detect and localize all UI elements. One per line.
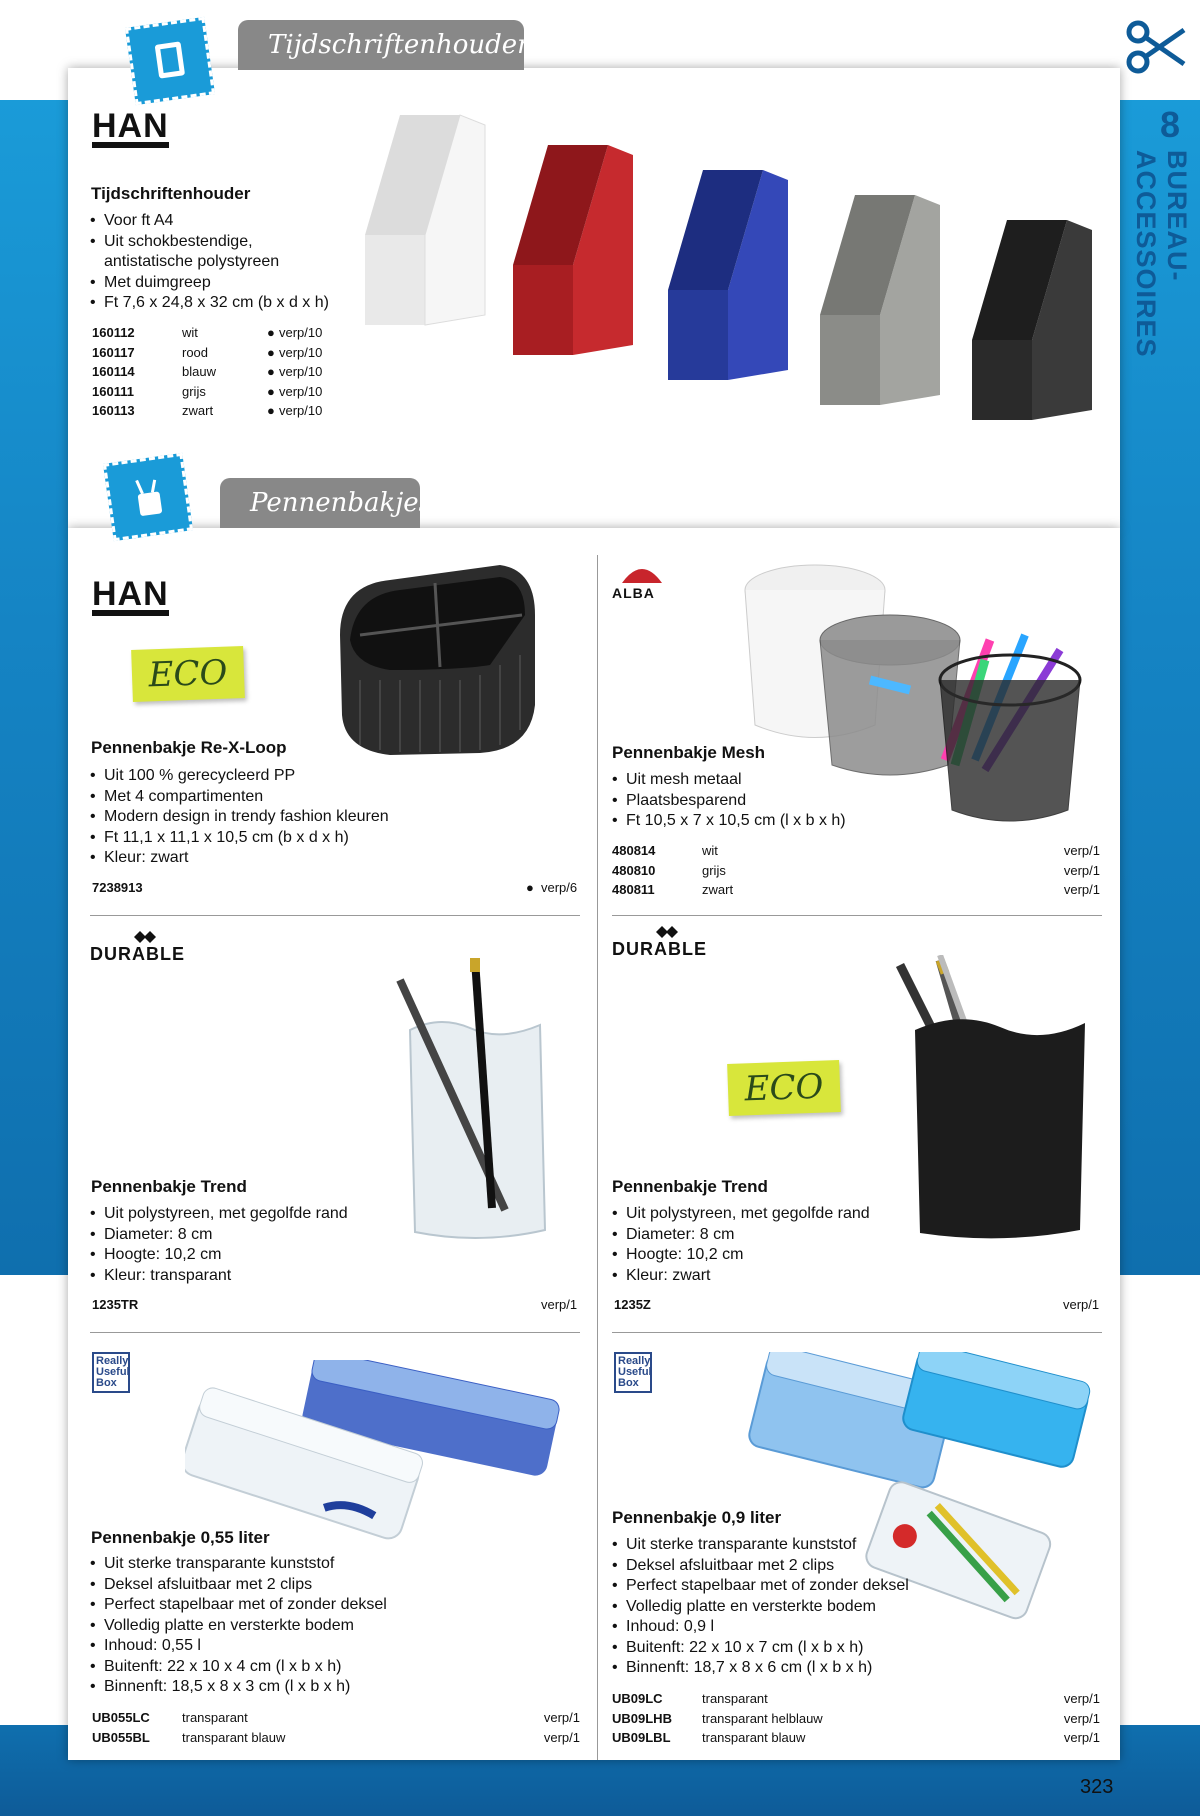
diamond-logo-icon bbox=[130, 930, 160, 944]
feature-list bbox=[612, 1535, 942, 1679]
feature-list bbox=[90, 211, 350, 314]
brand-logo-durable bbox=[90, 930, 185, 965]
product-title: Pennenbakje Re-X-Loop bbox=[91, 738, 287, 757]
brand-logo-han: HAN bbox=[92, 110, 169, 148]
article-table bbox=[612, 1689, 1100, 1748]
feature-item: • Modern design in trendy fashion kleuren bbox=[90, 807, 510, 828]
feature-item: • Deksel afsluitbaar met 2 clips bbox=[612, 1556, 942, 1577]
eco-label: ECO bbox=[131, 646, 245, 702]
section-title: BUREAU-ACCESSOIRES bbox=[1131, 150, 1192, 358]
magazine-holder-red bbox=[513, 145, 633, 355]
divider bbox=[90, 915, 580, 916]
product-title: Pennenbakje Trend bbox=[612, 1177, 768, 1196]
feature-item: • Kleur: zwart bbox=[90, 848, 510, 869]
table-row: UB09LBL transparant blauw verp/1 bbox=[612, 1730, 1100, 1746]
table-row: UB055BL transparant blauw verp/1 bbox=[92, 1729, 580, 1745]
table-row: UB055LC transparant verp/1 bbox=[92, 1710, 580, 1726]
magazine-holders-photo bbox=[360, 110, 1130, 430]
pack-size: verp/1 bbox=[1063, 1297, 1100, 1312]
brand-logo-really-useful-box: Really Useful Box bbox=[92, 1352, 130, 1393]
table-row: 480810 grijs verp/1 bbox=[612, 862, 1100, 878]
feature-item: • Diameter: 8 cm bbox=[612, 1225, 912, 1246]
brand-logo-durable bbox=[612, 925, 707, 960]
product-title: Pennenbakje Mesh bbox=[612, 743, 766, 762]
feature-item: • Buitenft: 22 x 10 x 4 cm (l x b x h) bbox=[90, 1657, 430, 1678]
page-number: 323 bbox=[1080, 1776, 1114, 1798]
feature-list bbox=[612, 1204, 912, 1286]
section-tab-pens: Pennenbakjes bbox=[220, 478, 420, 528]
table-row: 480814 wit verp/1 bbox=[612, 843, 1100, 859]
table-row: 160117 rood ● verp/10 bbox=[92, 344, 323, 360]
feature-item: • Ft 7,6 x 24,8 x 32 cm (b x d x h) bbox=[90, 293, 350, 314]
magazine-holder-black bbox=[972, 220, 1092, 420]
feature-item: • Buitenft: 22 x 10 x 7 cm (l x b x h) bbox=[612, 1638, 942, 1659]
feature-item: • Deksel afsluitbaar met 2 clips bbox=[90, 1575, 430, 1596]
feature-item: • Ft 11,1 x 11,1 x 10,5 cm (b x d x h) bbox=[90, 828, 510, 849]
feature-item: • Hoogte: 10,2 cm bbox=[612, 1245, 912, 1266]
table-row: UB09LHB transparant helblauw verp/1 bbox=[612, 1710, 1100, 1726]
scissors-icon bbox=[1126, 20, 1188, 74]
article-table bbox=[92, 1708, 580, 1747]
brand-name: ALBA bbox=[612, 585, 655, 601]
trend-transparent-photo bbox=[380, 950, 580, 1245]
pen-cup-icon bbox=[103, 453, 193, 541]
article-code: 7238913 bbox=[92, 880, 143, 895]
article-table bbox=[92, 323, 332, 421]
magazine-holder-blue bbox=[668, 170, 788, 380]
brand-logo-han: HAN bbox=[92, 578, 169, 616]
product-title: Tijdschriftenhouder bbox=[91, 184, 251, 203]
table-row: 480811 zwart verp/1 bbox=[612, 882, 1100, 898]
feature-item: • Volledig platte en versterkte bodem bbox=[90, 1616, 430, 1637]
re-x-loop-photo bbox=[330, 555, 540, 765]
table-row: 160112 wit ● verp/10 bbox=[92, 325, 323, 341]
feature-item: • Perfect stapelbaar met of zonder deksel bbox=[90, 1595, 430, 1616]
brand-name: DURABLE bbox=[90, 944, 185, 964]
brand-name: DURABLE bbox=[612, 939, 707, 959]
feature-list bbox=[90, 1204, 390, 1286]
feature-item: • Plaatsbesparend bbox=[612, 791, 912, 812]
feature-item: • Inhoud: 0,55 l bbox=[90, 1636, 430, 1657]
feature-item: • Uit mesh metaal bbox=[612, 770, 912, 791]
article-code: 1235TR bbox=[92, 1297, 139, 1312]
feature-list bbox=[612, 770, 912, 832]
section-number: 8 bbox=[1159, 104, 1181, 145]
magazine-holder-white bbox=[365, 115, 485, 325]
alba-logo-mark bbox=[612, 555, 672, 585]
feature-item: • Diameter: 8 cm bbox=[90, 1225, 390, 1246]
table-row: UB09LC transparant verp/1 bbox=[612, 1691, 1100, 1707]
feature-item: • Ft 10,5 x 7 x 10,5 cm (l x b x h) bbox=[612, 811, 912, 832]
feature-item: • Uit polystyreen, met gegolfde rand bbox=[612, 1204, 912, 1225]
trend-black-photo bbox=[880, 955, 1100, 1245]
feature-item: • Voor ft A4 bbox=[90, 211, 350, 232]
feature-item: • Volledig platte en versterkte bodem bbox=[612, 1597, 942, 1618]
feature-item: • Uit sterke transparante kunststof bbox=[612, 1535, 942, 1556]
brand-logo-alba bbox=[612, 555, 672, 601]
feature-item: • Met duimgreep bbox=[90, 273, 350, 294]
divider bbox=[612, 1332, 1102, 1333]
feature-item: • Kleur: zwart bbox=[612, 1266, 912, 1287]
diamond-logo-icon bbox=[652, 925, 682, 939]
feature-item: • Uit polystyreen, met gegolfde rand bbox=[90, 1204, 390, 1225]
feature-item: • Uit sterke transparante kunststof bbox=[90, 1554, 430, 1575]
article-table bbox=[612, 841, 1100, 900]
brand-logo-really-useful-box: Really Useful Box bbox=[614, 1352, 652, 1393]
product-title: Pennenbakje 0,55 liter bbox=[91, 1528, 270, 1547]
pack-size: verp/6 bbox=[541, 880, 578, 895]
feature-item: • Kleur: transparant bbox=[90, 1266, 390, 1287]
magazine-holder-icon bbox=[125, 17, 215, 105]
box-055-photo bbox=[185, 1360, 585, 1550]
article-code: 1235Z bbox=[614, 1297, 651, 1312]
feature-item: • Binnenft: 18,7 x 8 x 6 cm (l x b x h) bbox=[612, 1658, 942, 1679]
divider bbox=[612, 915, 1102, 916]
product-title: Pennenbakje 0,9 liter bbox=[612, 1508, 782, 1527]
feature-item: • Inhoud: 0,9 l bbox=[612, 1617, 942, 1638]
table-row: 160113 zwart ● verp/10 bbox=[92, 403, 323, 419]
divider bbox=[90, 1332, 580, 1333]
feature-item: • Uit schokbestendige, bbox=[90, 232, 350, 253]
feature-item: antistatische polystyreen bbox=[104, 253, 280, 270]
column-divider bbox=[597, 555, 598, 1760]
section-tab-magazine: Tijdschriftenhouders bbox=[238, 20, 524, 70]
feature-item: • Uit 100 % gerecycleerd PP bbox=[90, 766, 510, 787]
feature-list bbox=[90, 766, 510, 869]
eco-label: ECO bbox=[727, 1060, 841, 1116]
feature-item: • Hoogte: 10,2 cm bbox=[90, 1245, 390, 1266]
pack-dot: ● bbox=[526, 880, 534, 895]
feature-item: • Met 4 compartimenten bbox=[90, 787, 510, 808]
table-row: 160111 grijs ● verp/10 bbox=[92, 383, 323, 399]
table-row: 160114 blauw ● verp/10 bbox=[92, 364, 323, 380]
pack-size: verp/1 bbox=[541, 1297, 578, 1312]
feature-item: • Binnenft: 18,5 x 8 x 3 cm (l x b x h) bbox=[90, 1677, 430, 1698]
magazine-holder-grey bbox=[820, 195, 940, 405]
product-title: Pennenbakje Trend bbox=[91, 1177, 247, 1196]
feature-item: • Perfect stapelbaar met of zonder deksel bbox=[612, 1576, 942, 1597]
feature-list bbox=[90, 1554, 430, 1698]
